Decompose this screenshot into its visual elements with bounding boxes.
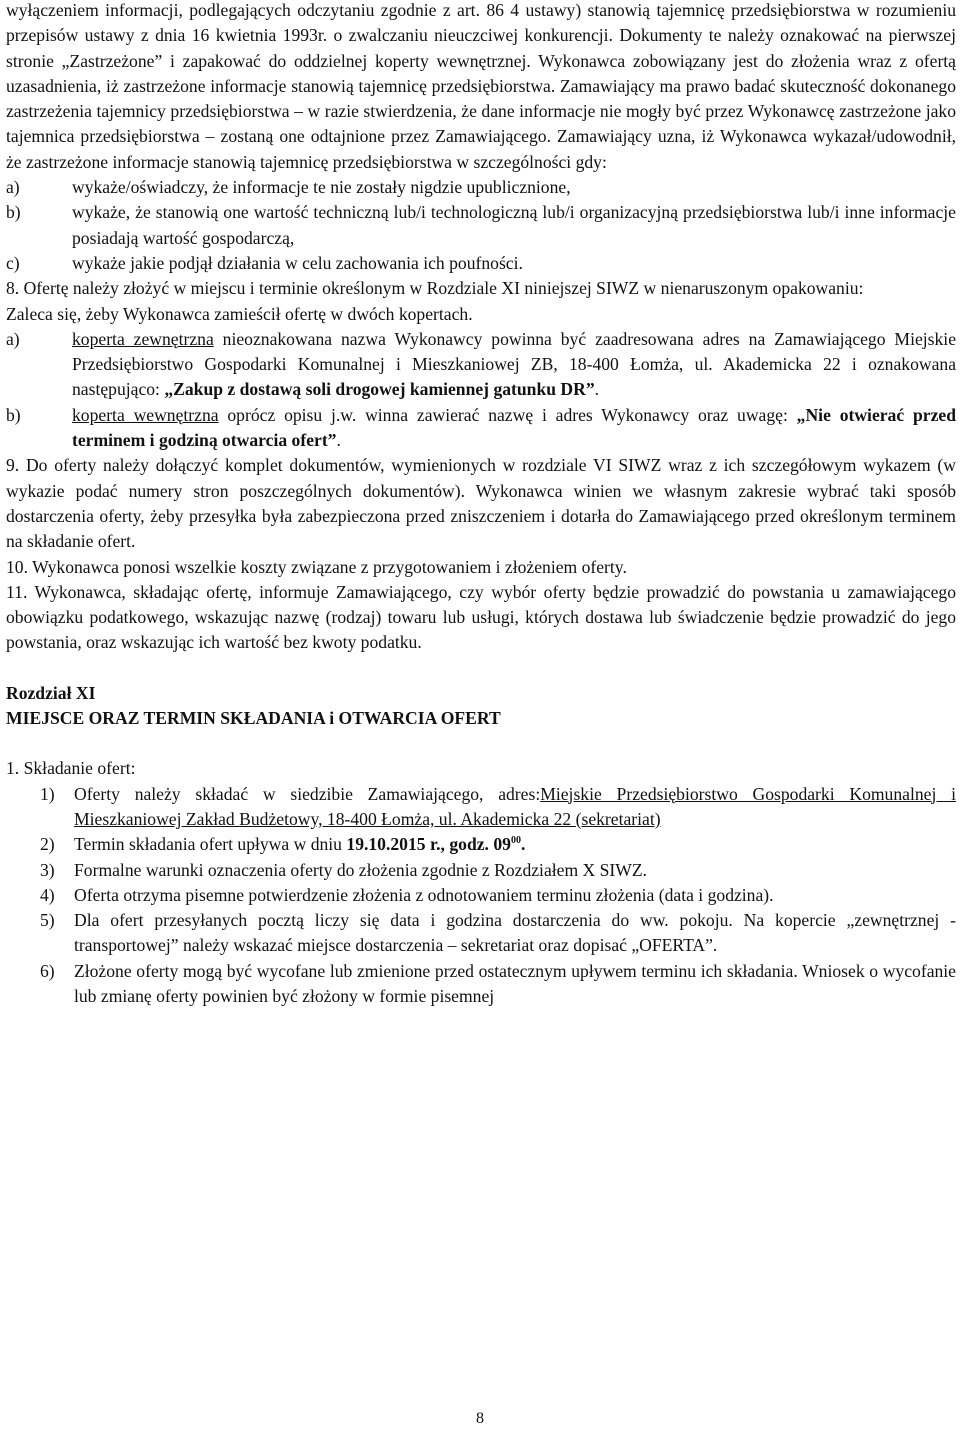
spacer [6, 731, 956, 756]
list-text: Oferta otrzyma pisemne potwierdzenie złożenia z odnotowaniem terminu złożenia (data i godzina). [74, 884, 774, 905]
list-marker: 1) [40, 783, 55, 804]
list-item [6, 883, 956, 908]
list-item [6, 858, 956, 883]
list-item [6, 908, 956, 959]
envelope-description: nieoznakowana nazwa Wykonawcy powinna być zaadresowana adres na Zamawiającego Miejskie Przedsiębiorstwo Gospodarki Komunalnej i Mieszkaniowej ZB, 18-400 Łomża, ul. Akademicka 22 i oznakowana następująco: [72, 328, 957, 400]
envelope-inner-item [6, 403, 956, 454]
list-item [6, 251, 956, 276]
list-marker: 2) [40, 834, 55, 855]
list-item [6, 175, 956, 200]
list-marker: c) [6, 252, 20, 273]
list-marker: 6) [40, 960, 55, 981]
sentence-end: . [336, 430, 341, 451]
list-marker: a) [6, 328, 20, 349]
intro-paragraph: wyłączeniem informacji, podlegających odczytaniu zgodnie z art. 86 4 ustawy) stanowią tajemnicę przedsiębiorstwa w rozumieniu przepisów ustawy z dnia 16 kwietnia 1993r. o zwalczaniu nieuczciwej konkurencji. Dokumenty te należy oznakować na pierwszej stronie „Zastrzeżone” i zapakować do oddzielnej koperty wewnętrznej. Wykonawca zobowiązany jest do złożenia wraz z ofertą uzasadnienia, iż zastrzeżone informacje stanowią tajemnicę przedsiębiorstwa. Zamawiający ma prawo badać skuteczność dokonanego zastrzeżenia tajemnicy przedsiębiorstwa – w razie stwierdzenia, że dane informacje nie mogły być przez Wykonawcę zastrzeżone jako tajemnica przedsiębiorstwa – zostaną one odtajnione przez Zamawiającego. Zamawiający uzna, iż Wykonawca wykazał/udowodnił, że zastrzeżone informacje stanowią tajemnicę przedsiębiorstwa w szczególności gdy: [6, 0, 956, 172]
item-text: Termin składania ofert upływa w dniu [74, 834, 347, 855]
paragraph-11: 11. Wykonawca, składając ofertę, informuje Zamawiającego, czy wybór oferty będzie prowadzić do powstania u zamawiającego obowiązku podatkowego, wskazując nazwę (rodzaj) towaru lub usługi, których dostawa lub świadczenie będzie prowadzić do jego powstania, oraz wskazując ich wartość bez kwoty podatku. [6, 581, 956, 653]
list-item [6, 782, 956, 833]
list-text: wykaże, że stanowią one wartość techniczną lub/i technologiczną lub/i organizacyjną przedsiębiorstwa lub/i inne informacje posiadają wartość gospodarczą, [72, 202, 956, 248]
item-text: Oferty należy składać w siedzibie Zamawiającego, adres: [74, 783, 541, 804]
list-text: Formalne warunki oznaczenia oferty do złożenia zgodnie z Rozdziałem X SIWZ. [74, 859, 648, 880]
deadline-bold [346, 834, 525, 854]
list-marker: b) [6, 404, 21, 425]
paragraph-10: 10. Wykonawca ponosi wszelkie koszty związane z przygotowaniem i złożeniem oferty. [6, 556, 627, 577]
underlined-term: koperta wewnętrzna [72, 404, 219, 425]
list-item [6, 200, 956, 251]
chapter-number: Rozdział XI [6, 682, 96, 703]
spacer [6, 656, 956, 681]
list-text [74, 832, 956, 857]
envelope-description: oprócz opisu j.w. winna zawierać nazwę i adres Wykonawcy oraz uwagę: [218, 404, 797, 425]
underlined-term: koperta zewnętrzna [72, 328, 214, 349]
document-body [6, 0, 956, 1009]
list-marker: b) [6, 202, 21, 223]
paragraph-8-recommendation: Zaleca się, żeby Wykonawca zamieścił ofertę w dwóch kopertach. [6, 303, 473, 324]
list-text: Dla ofert przesyłanych pocztą liczy się data i godzina dostarczenia do ww. pokoju. Na kopercie „zewnętrznej - transportowej” należy wskazać miejsce dostarczenia – sekretariat oraz dopisać „OFERTA”. [74, 910, 956, 956]
sentence-end: . [594, 379, 600, 400]
list-item [6, 832, 956, 857]
list-text [72, 403, 956, 454]
list-text [72, 327, 956, 403]
list-marker: 4) [40, 884, 55, 905]
sentence-end: . [520, 834, 526, 855]
paragraph-8: 8. Ofertę należy złożyć w miejscu i terminie określonym w Rozdziale XI niniejszej SIWZ w nienaruszonym opakowaniu: [6, 278, 864, 299]
envelope-outer-item [6, 327, 956, 403]
envelope-label-bold: „Zakup z dostawą soli drogowej kamiennej gatunku DR” [164, 379, 595, 400]
chapter-title: MIEJSCE ORAZ TERMIN SKŁADANIA i OTWARCIA OFERT [6, 708, 501, 729]
envelope-label-bold: „Nie otwierać przed terminem i godziną otwarcia ofert” [72, 404, 956, 451]
list-text [74, 782, 956, 833]
page-number: 8 [476, 1410, 484, 1427]
list-marker: 3) [40, 859, 55, 880]
deadline-minutes: 00 [510, 835, 521, 847]
address-underlined: Miejskie Przedsiębiorstwo Gospodarki Komunalnej i Mieszkaniowej Zakład Budżetowy, 18-400 Łomża, ul. Akademicka 22 (sekretariat) [74, 783, 957, 829]
list-marker: a) [6, 177, 20, 198]
deadline-value: 19.10.2015 r., godz. 09 [346, 834, 511, 855]
list-item [6, 959, 956, 1010]
paragraph-9: 9. Do oferty należy dołączyć komplet dokumentów, wymienionych w rozdziale VI SIWZ wraz z ich szczegółowym wykazem (w wykazie podać numery stron poszczególnych dokumentów). Wykonawca winien we własnym zakresie wybrać taki sposób dostarczenia oferty, żeby przesyłka była zabezpieczona przed zniszczeniem i dotarła do Zamawiającego przed określonym terminem na składanie ofert. [6, 455, 956, 552]
list-text: wykaże jakie podjął działania w celu zachowania ich poufności. [72, 252, 523, 273]
list-text: wykaże/oświadczy, że informacje te nie zostały nigdzie upublicznione, [72, 177, 571, 198]
section-1-label: 1. Składanie ofert: [6, 758, 136, 779]
list-marker: 5) [40, 910, 55, 931]
list-text: Złożone oferty mogą być wycofane lub zmienione przed ostatecznym upływem terminu ich składania. Wniosek o wycofanie lub zmianę oferty powinien być złożony w formie pisemnej [74, 960, 956, 1006]
